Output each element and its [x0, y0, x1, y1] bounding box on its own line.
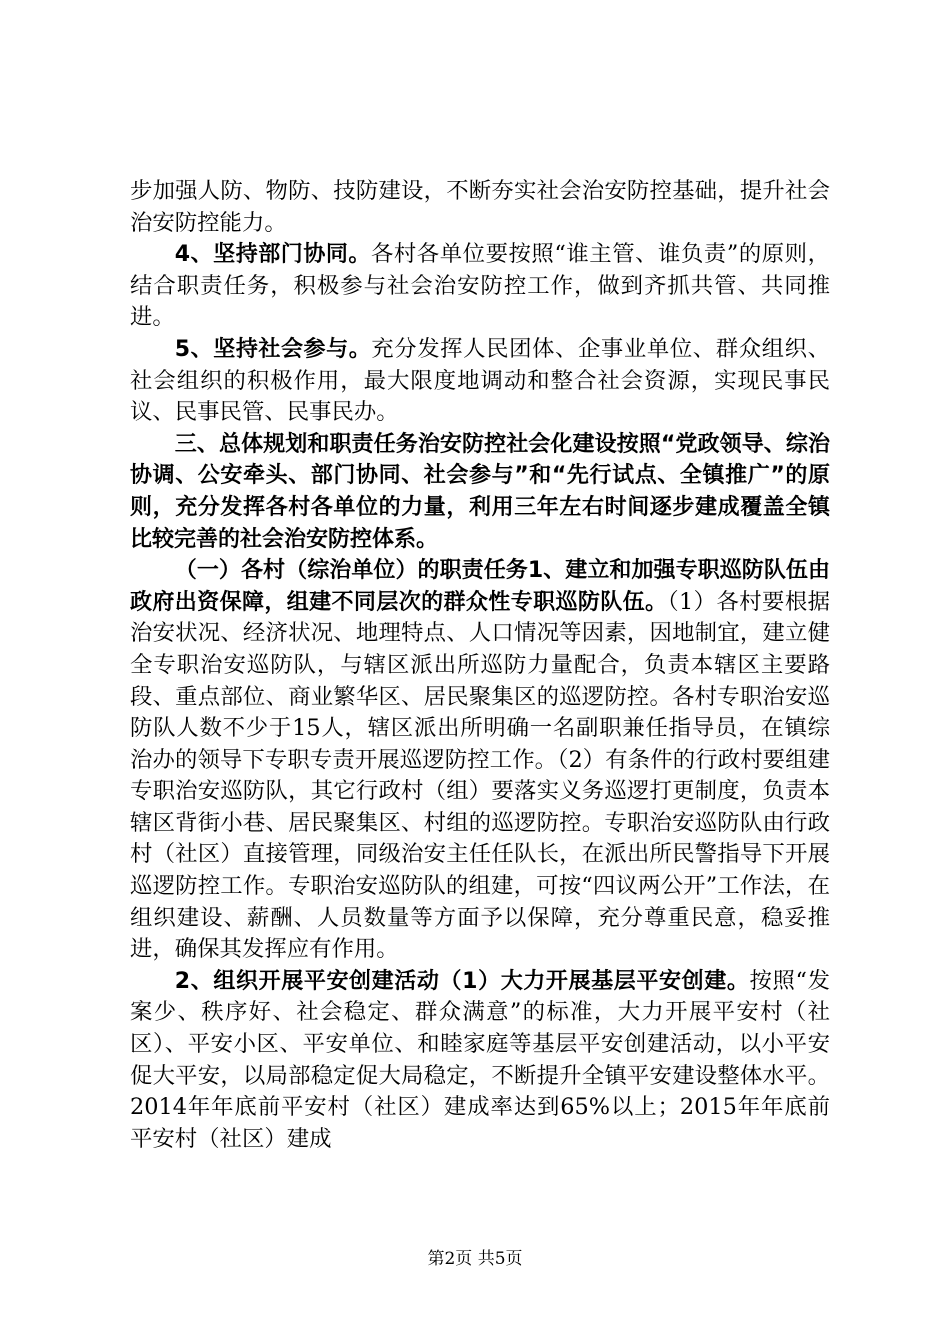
paragraph-1-text: 步加强人防、物防、技防建设，不断夯实社会治安防控基础，提升社会治安防控能力。	[130, 178, 830, 236]
paragraph-5	[130, 555, 830, 966]
paragraph-2	[130, 239, 830, 334]
paragraph-6	[130, 966, 830, 1156]
page-number-label: 第2页 共5页	[427, 1249, 523, 1269]
paragraph-1	[130, 176, 830, 239]
paragraph-3-text: 充分发挥人民团体、企事业单位、群众组织、社会组织的积极作用，最大限度地调动和整合社会资源，实现民事民议、民事民管、民事民办。	[130, 335, 831, 426]
paragraph-6-text: 按照“发案少、秩序好、社会稳定、群众满意”的标准，大力开展平安村（社区）、平安小区、平安单位、和睦家庭等基层平安创建活动，以小平安促大平安，以局部稳定促大局稳定，不断提升全镇平安建设整体水平。2014年年底前平安村（社区）建成率达到65%以上；2015年年底前平安村（社区）建成	[130, 967, 830, 1152]
paragraph-4	[130, 429, 830, 555]
paragraph-2-text: 各村各单位要按照“谁主管、谁负责”的原则，结合职责任务，积极参与社会治安防控工作，做到齐抓共管、共同推进。	[130, 241, 830, 331]
paragraph-3-heading: 5、坚持社会参与。	[174, 336, 372, 362]
paragraph-6-heading: 2、组织开展平安创建活动（1）大力开展基层平安创建。	[174, 968, 750, 994]
paragraph-3	[130, 334, 830, 429]
paragraph-5-heading: （一）各村（综治单位）的职责任务1、建立和加强专职巡防队伍由政府出资保障，组建不同层次的群众性专职巡防队伍。	[130, 558, 830, 615]
paragraph-4-heading: 三、总体规划和职责任务治安防控社会化建设按照“党政领导、综治协调、公安牵头、部门协同、社会参与”和“先行试点、全镇推广”的原则，充分发挥各村各单位的力量，利用三年左右时间逐步建成覆盖全镇比较完善的社会治安防控体系。	[130, 431, 830, 552]
paragraph-5-text: （1）各村要根据治安状况、经济状况、地理特点、人口情况等因素，因地制宜，建立健全专职治安巡防队，与辖区派出所巡防力量配合，负责本辖区主要路段、重点部位、商业繁华区、居民聚集区的巡逻防控。各村专职治安巡防队人数不少于15人，辖区派出所明确一名副职兼任指导员，在镇综治办的领导下专职专责开展巡逻防控工作。（2）有条件的行政村要组建专职治安巡防队，其它行政村（组）要落实义务巡逻打更制度，负责本辖区背街小巷、居民聚集区、村组的巡逻防控。专职治安巡防队由行政村（社区）直接管理，同级治安主任任队长，在派出所民警指导下开展巡逻防控工作。专职治安巡防队的组建，可按“四议两公开”工作法，在组织建设、薪酬、人员数量等方面予以保障，充分尊重民意，稳妥推进，确保其发挥应有作用。	[130, 588, 830, 963]
page-footer	[0, 1244, 950, 1269]
paragraph-2-heading: 4、坚持部门协同。	[174, 242, 371, 268]
document-body	[130, 176, 830, 1155]
